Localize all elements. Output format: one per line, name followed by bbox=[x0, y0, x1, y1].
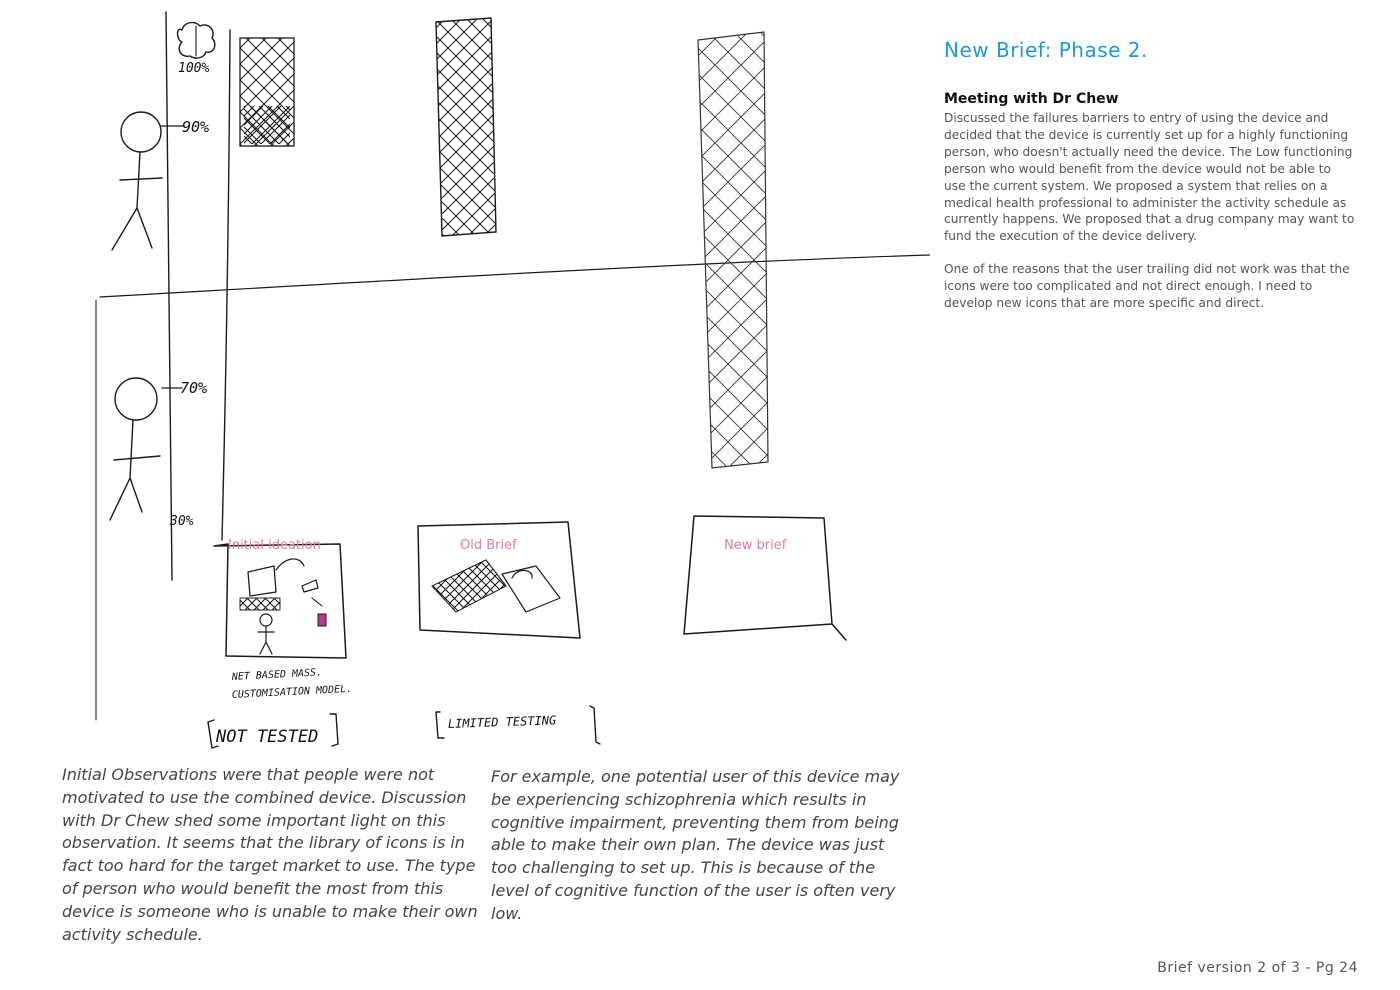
meeting-heading: Meeting with Dr Chew bbox=[944, 91, 1119, 107]
brain-icon bbox=[178, 23, 215, 59]
meeting-notes bbox=[944, 110, 1356, 328]
scale-axis bbox=[96, 12, 930, 720]
svg-text:NOT TESTED: NOT TESTED bbox=[216, 727, 319, 747]
observation-note-right: For example, one potential user of this device may be experiencing schizophrenia which results in cognitive impairment, preventing them from being able to make their own plan. The device was just too challenging to set up. This is because of the level of cognitive function of the user is often very low. bbox=[491, 767, 900, 923]
bar-initial bbox=[240, 38, 294, 146]
svg-text:Old Brief: Old Brief bbox=[460, 538, 517, 553]
level-100: 100% bbox=[178, 61, 210, 76]
meeting-paragraph-1: Discussed the failures barriers to entry of using the device and decided that the device is currently set up for a highly functioning person, who doesn't actually need the device. The Low functioning person who would benefit from the device would not be able to use the current system. We proposed a system that relies on a medical health professional to administer the activity schedule as currently happens. We proposed that a drug company may want to fund the execution of the device delivery. bbox=[944, 111, 1355, 244]
meeting-paragraph-2: One of the reasons that the user trailing did not work was that the icons were too complicated and not direct enough. I need to develop new icons that are more specific and direct. bbox=[944, 262, 1350, 311]
level-90: 90% bbox=[182, 118, 210, 136]
page-title: New Brief: Phase 2. bbox=[944, 38, 1148, 62]
page-footer: Brief version 2 of 3 - Pg 24 bbox=[1157, 960, 1358, 976]
annotation-net-line1: NET BASED MASS. bbox=[231, 667, 323, 683]
tag-not-tested bbox=[208, 714, 338, 748]
person-figure-high bbox=[112, 112, 162, 250]
level-70: 70% bbox=[180, 379, 208, 397]
observation-note-left: Initial Observations were that people were not motivated to use the combined device. Discussion with Dr Chew shed some important light on this observation. It seems that the library of icons is in fact too hard for the target market to use. The type of person who would benefit the most from this device is someone who is unable to make their own activity schedule. bbox=[62, 765, 478, 944]
svg-text:New brief: New brief bbox=[724, 538, 787, 553]
level-30: 30% bbox=[170, 514, 194, 529]
tag-limited-testing bbox=[436, 706, 600, 744]
box-new-brief bbox=[684, 516, 846, 640]
bar-new-brief bbox=[698, 32, 768, 468]
box-old-brief bbox=[418, 522, 580, 638]
box-initial-ideation bbox=[214, 538, 346, 658]
bar-old-brief bbox=[436, 18, 496, 236]
svg-text:Initial ideation: Initial ideation bbox=[228, 538, 321, 553]
annotation-net-line2: CUSTOMISATION MODEL. bbox=[231, 683, 353, 701]
svg-text:LIMITED TESTING: LIMITED TESTING bbox=[447, 713, 557, 731]
person-figure-low bbox=[110, 378, 160, 520]
